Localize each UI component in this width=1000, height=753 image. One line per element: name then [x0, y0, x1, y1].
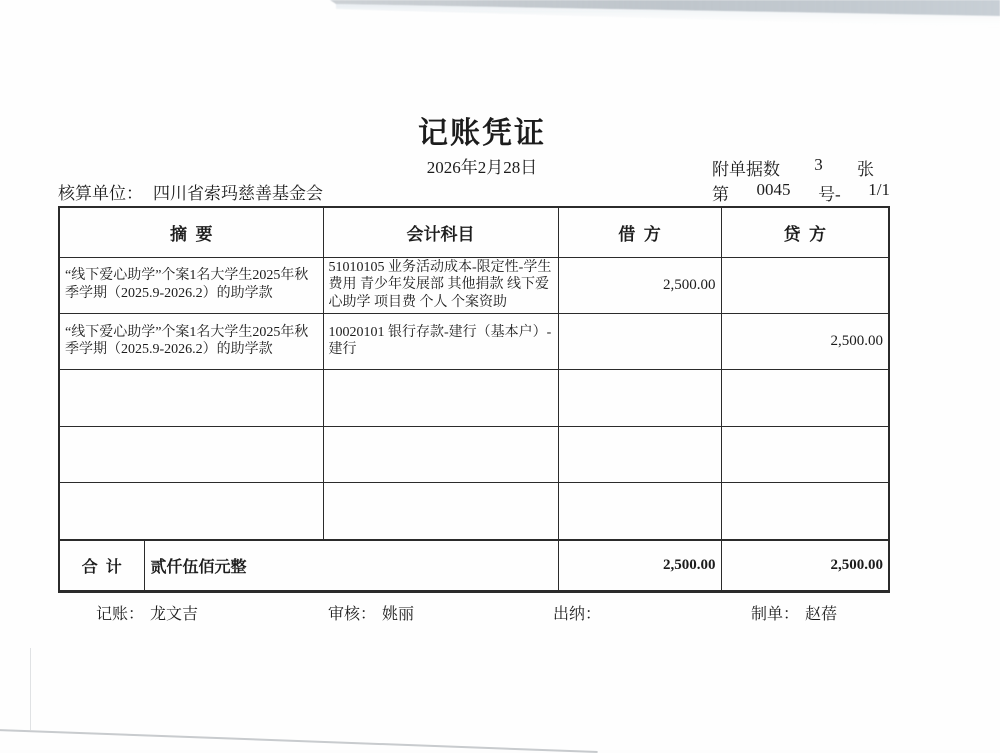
- table-row: [59, 314, 889, 370]
- row-summary: [59, 370, 323, 427]
- bookkeeper-signature: [96, 601, 198, 624]
- row-credit: [721, 370, 889, 427]
- row-summary: [59, 483, 323, 540]
- table-row: [59, 257, 889, 314]
- table-row: [59, 370, 889, 427]
- header-debit: 借 方: [558, 207, 721, 257]
- row-credit: 2,500.00: [721, 314, 889, 370]
- cashier-signature: [553, 601, 607, 624]
- voucher-number-value: 0045: [756, 180, 791, 199]
- signature-footer: [0, 601, 1000, 625]
- row-account: 51010105 业务活动成本-限定性-学生费用 青少年发展部 其他捐款 线下爱心助学 项目费 个人 个案资助: [323, 257, 558, 314]
- row-credit: [721, 427, 889, 483]
- reviewer-label: 审核：: [328, 606, 377, 623]
- row-debit: 2,500.00: [558, 257, 721, 314]
- scan-top-edge: [0, 0, 1000, 28]
- total-label: 合 计: [59, 540, 144, 592]
- reviewer-name: 姚丽: [382, 606, 415, 623]
- attachment-unit: 张: [857, 160, 874, 179]
- accounting-unit-label: 核算单位：: [58, 184, 143, 203]
- voucher-number: [712, 180, 890, 205]
- header-credit: 贷 方: [721, 207, 889, 257]
- bookkeeper-label: 记账：: [96, 606, 145, 623]
- row-debit: [558, 370, 721, 427]
- row-summary: “线下爱心助学”个案1名大学生2025年秋季学期（2025.9-2026.2）的助学款: [59, 257, 323, 314]
- voucher-date: 2026年2月28日: [426, 158, 538, 177]
- scan-fold-line: [30, 648, 31, 730]
- reviewer-signature: [328, 601, 414, 624]
- row-account: [323, 370, 558, 427]
- preparer-label: 制单：: [751, 606, 800, 623]
- voucher-number-suffix: 号-: [818, 185, 841, 204]
- total-row: [59, 540, 889, 592]
- page-title: 记账凭证: [418, 117, 546, 150]
- attachment-info: [712, 155, 874, 180]
- total-debit: 2,500.00: [558, 540, 721, 592]
- table-header-row: [59, 207, 889, 257]
- header-summary: 摘 要: [59, 207, 323, 257]
- attachment-count: 3: [814, 155, 823, 174]
- voucher-page-indicator: 1/1: [868, 180, 890, 199]
- voucher-number-prefix: 第: [712, 185, 729, 204]
- row-summary: [59, 427, 323, 483]
- row-credit: [721, 483, 889, 540]
- row-account: [323, 427, 558, 483]
- total-amount-in-words: 贰仟伍佰元整: [144, 540, 558, 592]
- header-account: 会计科目: [323, 207, 558, 257]
- preparer-signature: [751, 601, 837, 624]
- row-account: 10020101 银行存款-建行（基本户）-建行: [323, 314, 558, 370]
- row-credit: [721, 257, 889, 314]
- row-debit: [558, 427, 721, 483]
- preparer-name: 赵蓓: [805, 606, 838, 623]
- voucher-table: [58, 206, 890, 593]
- accounting-unit: [58, 179, 323, 204]
- row-debit: [558, 483, 721, 540]
- bookkeeper-name: 龙文吉: [150, 606, 199, 623]
- attachment-label: 附单据数: [712, 160, 780, 179]
- total-credit: 2,500.00: [721, 540, 889, 592]
- row-debit: [558, 314, 721, 370]
- scan-bottom-edge: [0, 729, 598, 752]
- row-summary: “线下爱心助学”个案1名大学生2025年秋季学期（2025.9-2026.2）的助学款: [59, 314, 323, 370]
- table-row: [59, 483, 889, 540]
- accounting-unit-name: 四川省索玛慈善基金会: [153, 184, 323, 203]
- table-row: [59, 427, 889, 483]
- row-account: [323, 483, 558, 540]
- cashier-label: 出纳：: [553, 606, 602, 623]
